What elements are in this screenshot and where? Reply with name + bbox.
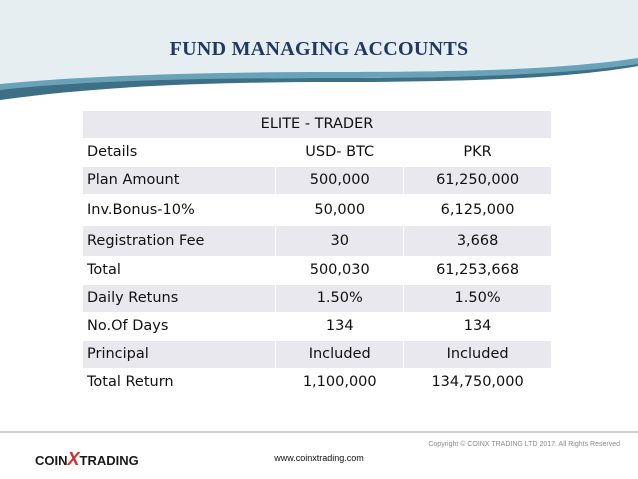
table-row [83, 226, 552, 257]
fund-table [82, 110, 552, 397]
table-row [83, 369, 552, 397]
table-cell: 61,253,668 [404, 257, 552, 285]
table-cell: Total Return [83, 369, 276, 397]
table-cell: 50,000 [276, 195, 404, 226]
table-row [83, 167, 552, 195]
table-cell: Plan Amount [83, 167, 276, 195]
table-row [83, 195, 552, 226]
table-row [83, 313, 552, 341]
table-cell: Included [404, 341, 552, 369]
page-title: FUND MANAGING ACCOUNTS [169, 38, 469, 60]
table-cell: 30 [276, 226, 404, 257]
footer-divider [0, 431, 638, 433]
column-header: USD- BTC [276, 139, 404, 167]
table-row [83, 285, 552, 313]
table-row [83, 257, 552, 285]
logo-trading-text: TRADING [79, 453, 139, 468]
table-cell: Included [276, 341, 404, 369]
table-cell: 3,668 [404, 226, 552, 257]
column-header: PKR [404, 139, 552, 167]
table-heading-row [83, 111, 552, 139]
table-cell: Total [83, 257, 276, 285]
table-row [83, 341, 552, 369]
table-heading: ELITE - TRADER [83, 111, 552, 139]
table-cell: 1.50% [404, 285, 552, 313]
column-header: Details [83, 139, 276, 167]
table-cell: 134,750,000 [404, 369, 552, 397]
table-cell: Principal [83, 341, 276, 369]
table-cell: 134 [276, 313, 404, 341]
logo-x-mark: X [67, 449, 80, 469]
table-cell: No.Of Days [83, 313, 276, 341]
table-cell: Inv.Bonus-10% [83, 195, 276, 226]
copyright-notice: Copyright © COINX TRADING LTD 2017. All Rights Reserved [428, 441, 620, 448]
table-cell: 134 [404, 313, 552, 341]
logo-coin-text: COIN [35, 453, 68, 468]
table-cell: 500,000 [276, 167, 404, 195]
table-cell: 61,250,000 [404, 167, 552, 195]
table-cell: 1,100,000 [276, 369, 404, 397]
table-cell: 1.50% [276, 285, 404, 313]
website-link[interactable]: www.coinxtrading.com [274, 453, 364, 463]
table-cell: 500,030 [276, 257, 404, 285]
table-cell: 6,125,000 [404, 195, 552, 226]
table-header-row [83, 139, 552, 167]
table-cell: Registration Fee [83, 226, 276, 257]
table-cell: Daily Retuns [83, 285, 276, 313]
